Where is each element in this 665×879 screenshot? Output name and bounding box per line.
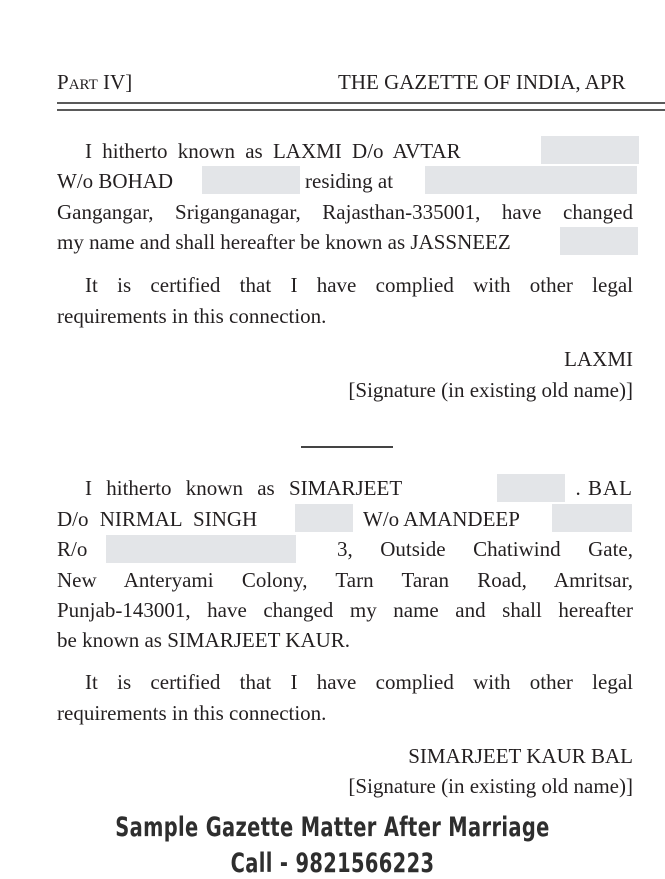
notice2-line2: D/o NIRMAL SINGH W/o AMANDEEP	[57, 504, 633, 534]
header-rule-top	[57, 102, 665, 104]
notice2-signer: SIMARJEET KAUR BAL	[408, 744, 633, 768]
notice1-line1: I hitherto known as LAXMI D/o AVTAR	[57, 136, 633, 166]
redacted-husband-surname-2	[552, 504, 632, 532]
gazette-title: THE GAZETTE OF INDIA, APR	[338, 70, 626, 94]
notice1-cert-line1: It is certified that I have complied with other legal	[85, 273, 633, 297]
notice2-cert-line2: requirements in this connection.	[57, 701, 327, 725]
redacted-middle-name	[497, 474, 565, 502]
part-prefix: P	[57, 70, 69, 94]
contact-phone: Call - 9821566223	[230, 848, 435, 879]
notice2-line3: R/o 3, Outside Chatiwind Gate,	[57, 537, 633, 561]
redacted-new-surname	[560, 227, 638, 255]
notice1-cert-line2: requirements in this connection.	[57, 304, 327, 328]
part-smallcaps: ART	[68, 77, 98, 93]
notice1-line4: my name and shall hereafter be known as JASSNEEZ	[57, 227, 633, 257]
notice2-line5: Punjab-143001, have changed my name and shall hereafter	[57, 598, 633, 622]
notice2-cert-line1: It is certified that I have complied with other legal	[85, 670, 633, 694]
notice1-signature-note: [Signature (in existing old name)]	[348, 378, 633, 402]
redacted-house-number	[106, 535, 296, 563]
notice1-line2: W/o BOHAD residing at	[57, 166, 633, 196]
notice1-line3: Gangangar, Sriganganagar, Rajasthan-335001, have changed	[57, 200, 633, 224]
notice2-line1: I hitherto known as SIMARJEET . BAL	[85, 476, 633, 500]
redacted-husband-surname	[202, 166, 300, 194]
notice2-line6: be known as SIMARJEET KAUR.	[57, 628, 351, 652]
notice1-signer: LAXMI	[564, 347, 633, 371]
notice2-signature-note: [Signature (in existing old name)]	[348, 774, 633, 798]
part-number: IV]	[97, 70, 133, 94]
sample-caption: Sample Gazette Matter After Marriage	[115, 812, 550, 843]
redacted-father-surname	[295, 504, 353, 532]
redacted-address	[425, 166, 637, 194]
notice2-line4: New Anteryami Colony, Tarn Taran Road, Amritsar,	[57, 568, 633, 592]
part-label	[57, 70, 132, 95]
notice-separator	[301, 446, 393, 448]
header-rule-bottom	[57, 109, 665, 111]
redacted-surname	[541, 136, 639, 164]
